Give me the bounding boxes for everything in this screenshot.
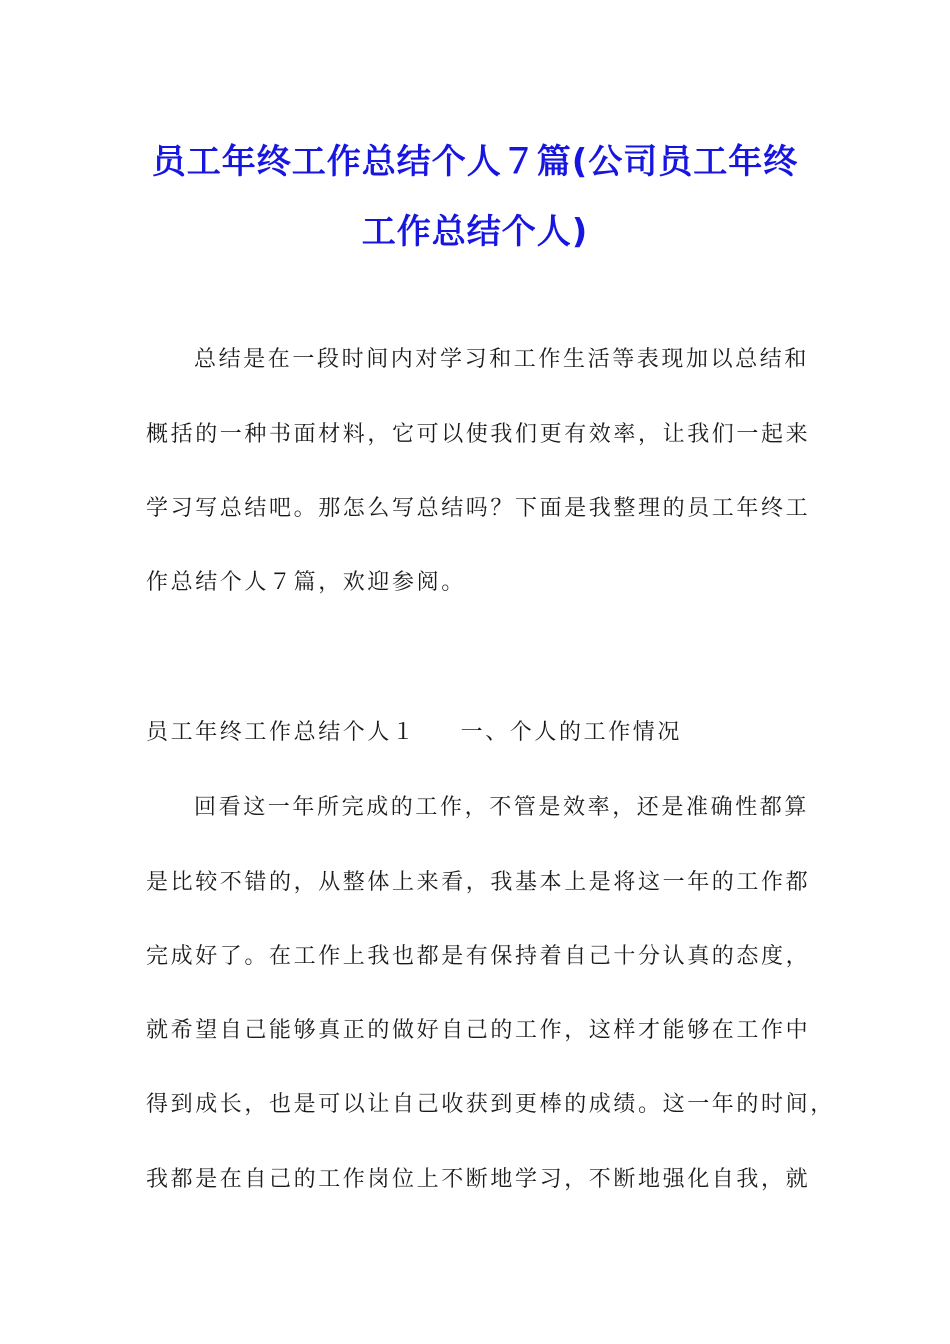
document-title-line-1: 员工年终工作总结个人７篇(公司员工年终 — [151, 142, 799, 182]
body-line: 是比较不错的，从整体上来看，我基本上是将这一年的工作都 — [146, 870, 811, 895]
section-title: 员工年终工作总结个人１ — [146, 720, 417, 745]
body-line: 我都是在自己的工作岗位上不断地学习，不断地强化自我，就 — [146, 1167, 811, 1192]
section-subtitle: 一、个人的工作情况 — [460, 720, 683, 745]
intro-line: 学习写总结吧。那怎么写总结吗？下面是我整理的员工年终工 — [146, 496, 811, 521]
body-line: 就希望自己能够真正的做好自己的工作，这样才能够在工作中 — [146, 1018, 811, 1043]
body-line: 得到成长，也是可以让自己收获到更棒的成绩。这一年的时间， — [146, 1092, 835, 1117]
body-line: 回看这一年所完成的工作，不管是效率，还是准确性都算 — [194, 795, 810, 820]
section-heading — [146, 718, 682, 748]
body-line: 完成好了。在工作上我也都是有保持着自己十分认真的态度， — [146, 944, 811, 969]
intro-line: 概括的一种书面材料，它可以使我们更有效率，让我们一起来 — [146, 422, 811, 447]
intro-line: 作总结个人７篇，欢迎参阅。 — [146, 570, 466, 595]
intro-line: 总结是在一段时间内对学习和工作生活等表现加以总结和 — [194, 347, 810, 372]
document-title-line-2: 工作总结个人) — [361, 212, 589, 252]
